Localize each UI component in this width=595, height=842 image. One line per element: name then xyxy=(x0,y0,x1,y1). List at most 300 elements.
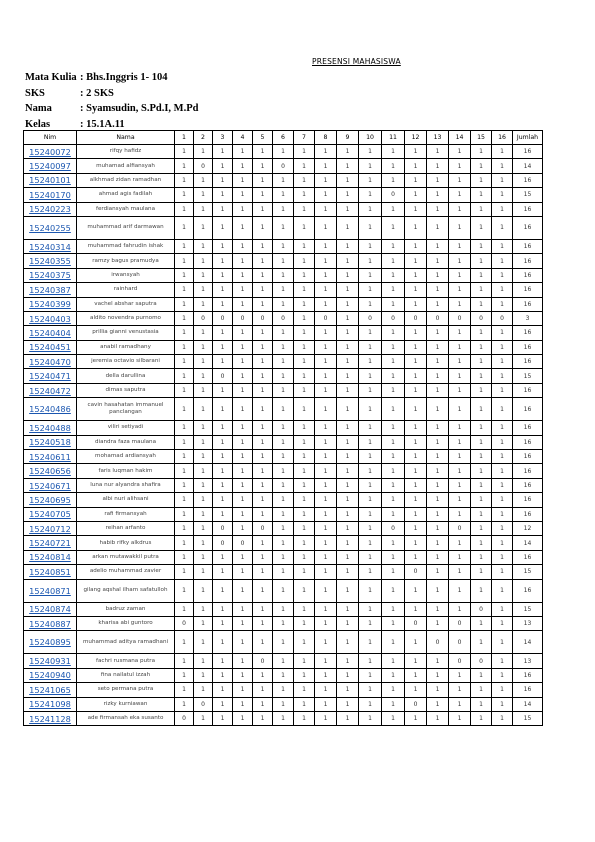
attendance-cell: 1 xyxy=(492,668,513,682)
nim-link[interactable]: 15240874 xyxy=(24,602,77,616)
table-body xyxy=(24,145,543,726)
attendance-cell: 1 xyxy=(253,340,273,354)
attendance-cell: 1 xyxy=(382,536,405,550)
attendance-cell: 1 xyxy=(359,579,382,602)
attendance-cell: 0 xyxy=(213,536,233,550)
attendance-cell: 1 xyxy=(194,631,213,654)
attendance-cell: 1 xyxy=(273,521,294,535)
attendance-cell: 1 xyxy=(253,268,273,282)
document-title: PRESENSI MAHASISWA xyxy=(312,57,401,66)
attendance-cell: 1 xyxy=(382,602,405,616)
attendance-cell: 1 xyxy=(449,159,471,173)
attendance-cell: 1 xyxy=(233,631,253,654)
nim-link[interactable]: 15240871 xyxy=(24,579,77,602)
table-row xyxy=(24,145,543,159)
attendance-cell: 1 xyxy=(175,268,194,282)
attendance-cell: 1 xyxy=(337,579,359,602)
attendance-cell: 1 xyxy=(471,616,492,630)
attendance-cell: 1 xyxy=(471,579,492,602)
total-cell: 13 xyxy=(513,654,543,668)
attendance-cell: 1 xyxy=(405,283,427,297)
attendance-cell: 1 xyxy=(194,579,213,602)
attendance-cell: 1 xyxy=(213,268,233,282)
total-cell: 16 xyxy=(513,216,543,239)
attendance-cell: 1 xyxy=(449,478,471,492)
attendance-cell: 1 xyxy=(359,602,382,616)
attendance-cell: 1 xyxy=(273,239,294,253)
attendance-cell: 0 xyxy=(471,602,492,616)
attendance-cell: 1 xyxy=(427,383,449,397)
nim-link[interactable]: 15240940 xyxy=(24,668,77,682)
attendance-cell: 1 xyxy=(273,565,294,579)
attendance-cell: 1 xyxy=(194,711,213,725)
student-name: ade firmansah eka susanto xyxy=(77,711,175,725)
attendance-cell: 1 xyxy=(194,254,213,268)
nim-link[interactable]: 15240671 xyxy=(24,478,77,492)
attendance-cell: 1 xyxy=(315,683,337,697)
attendance-cell: 1 xyxy=(359,565,382,579)
nim-link[interactable]: 15240170 xyxy=(24,188,77,202)
total-cell: 16 xyxy=(513,239,543,253)
attendance-cell: 1 xyxy=(175,326,194,340)
table-row xyxy=(24,654,543,668)
attendance-cell: 0 xyxy=(449,521,471,535)
table-row xyxy=(24,159,543,173)
table-row xyxy=(24,326,543,340)
header-meeting: 14 xyxy=(449,131,471,145)
attendance-cell: 1 xyxy=(233,668,253,682)
attendance-cell: 1 xyxy=(253,326,273,340)
student-name: prillia gianni venustasia xyxy=(77,326,175,340)
attendance-cell: 1 xyxy=(337,493,359,507)
total-cell: 15 xyxy=(513,565,543,579)
attendance-cell: 1 xyxy=(427,668,449,682)
attendance-cell: 1 xyxy=(382,565,405,579)
total-cell: 16 xyxy=(513,202,543,216)
attendance-cell: 1 xyxy=(337,326,359,340)
attendance-cell: 1 xyxy=(382,369,405,383)
attendance-cell: 1 xyxy=(405,536,427,550)
header-meeting: 13 xyxy=(427,131,449,145)
student-name: dimas saputra xyxy=(77,383,175,397)
attendance-cell: 1 xyxy=(315,326,337,340)
attendance-cell: 0 xyxy=(405,616,427,630)
student-name: ahmad agis fadilah xyxy=(77,188,175,202)
attendance-cell: 1 xyxy=(315,565,337,579)
header-meeting: 11 xyxy=(382,131,405,145)
table-row xyxy=(24,616,543,630)
attendance-cell: 1 xyxy=(194,202,213,216)
attendance-cell: 1 xyxy=(492,683,513,697)
attendance-cell: 0 xyxy=(359,311,382,325)
attendance-cell: 1 xyxy=(233,616,253,630)
attendance-cell: 1 xyxy=(382,283,405,297)
attendance-cell: 1 xyxy=(359,668,382,682)
student-name: cavin hasahatan immanuel panclangan xyxy=(77,398,175,421)
attendance-cell: 1 xyxy=(213,326,233,340)
attendance-cell: 1 xyxy=(337,450,359,464)
attendance-cell: 1 xyxy=(427,421,449,435)
table-row xyxy=(24,668,543,682)
attendance-cell: 1 xyxy=(382,478,405,492)
attendance-cell: 1 xyxy=(315,216,337,239)
attendance-cell: 1 xyxy=(449,697,471,711)
attendance-cell: 1 xyxy=(294,602,315,616)
nim-link[interactable]: 15241065 xyxy=(24,683,77,697)
attendance-cell: 1 xyxy=(359,369,382,383)
attendance-cell: 1 xyxy=(294,421,315,435)
table-row xyxy=(24,565,543,579)
attendance-cell: 1 xyxy=(315,202,337,216)
attendance-cell: 1 xyxy=(427,159,449,173)
table-row xyxy=(24,239,543,253)
attendance-cell: 1 xyxy=(194,565,213,579)
attendance-cell: 1 xyxy=(294,202,315,216)
attendance-cell: 1 xyxy=(337,711,359,725)
attendance-cell: 1 xyxy=(315,697,337,711)
nim-link[interactable]: 15240851 xyxy=(24,565,77,579)
attendance-cell: 1 xyxy=(492,297,513,311)
attendance-cell: 1 xyxy=(273,478,294,492)
nim-link[interactable]: 15240721 xyxy=(24,536,77,550)
nim-link[interactable]: 15240451 xyxy=(24,340,77,354)
header-meeting: 12 xyxy=(405,131,427,145)
nim-link[interactable]: 15240695 xyxy=(24,493,77,507)
attendance-cell: 1 xyxy=(175,521,194,535)
attendance-cell: 0 xyxy=(471,311,492,325)
attendance-cell: 1 xyxy=(449,711,471,725)
student-name: vachel abshar saputra xyxy=(77,297,175,311)
attendance-cell: 1 xyxy=(471,493,492,507)
attendance-cell: 1 xyxy=(194,398,213,421)
attendance-cell: 1 xyxy=(359,478,382,492)
total-cell: 16 xyxy=(513,550,543,564)
nim-link[interactable]: 15240895 xyxy=(24,631,77,654)
attendance-cell: 1 xyxy=(253,602,273,616)
attendance-cell: 1 xyxy=(405,668,427,682)
attendance-cell: 1 xyxy=(492,565,513,579)
attendance-cell: 1 xyxy=(405,326,427,340)
total-cell: 15 xyxy=(513,711,543,725)
attendance-cell: 1 xyxy=(253,683,273,697)
attendance-cell: 1 xyxy=(315,435,337,449)
attendance-cell: 0 xyxy=(427,311,449,325)
attendance-cell: 1 xyxy=(471,697,492,711)
attendance-cell: 1 xyxy=(233,369,253,383)
attendance-cell: 1 xyxy=(382,239,405,253)
nim-link[interactable]: 15240471 xyxy=(24,369,77,383)
attendance-cell: 1 xyxy=(294,579,315,602)
table-row xyxy=(24,283,543,297)
attendance-cell: 1 xyxy=(213,550,233,564)
info-label: Kelas xyxy=(25,118,51,130)
attendance-cell: 1 xyxy=(294,668,315,682)
attendance-cell: 1 xyxy=(253,565,273,579)
attendance-cell: 1 xyxy=(427,340,449,354)
attendance-cell: 1 xyxy=(294,355,315,369)
table-row xyxy=(24,216,543,239)
attendance-cell: 1 xyxy=(471,188,492,202)
nim-link[interactable]: 15240611 xyxy=(24,450,77,464)
nim-link[interactable]: 15240403 xyxy=(24,311,77,325)
attendance-cell: 1 xyxy=(273,188,294,202)
attendance-cell: 1 xyxy=(294,697,315,711)
student-name: faris luqman hakim xyxy=(77,464,175,478)
attendance-cell: 1 xyxy=(492,493,513,507)
attendance-cell: 1 xyxy=(405,254,427,268)
attendance-cell: 1 xyxy=(233,355,253,369)
nim-link[interactable]: 15240472 xyxy=(24,383,77,397)
attendance-cell: 1 xyxy=(175,159,194,173)
attendance-cell: 1 xyxy=(315,188,337,202)
attendance-cell: 1 xyxy=(427,536,449,550)
attendance-cell: 1 xyxy=(315,355,337,369)
total-cell: 12 xyxy=(513,521,543,535)
attendance-cell: 1 xyxy=(294,283,315,297)
attendance-cell: 1 xyxy=(492,579,513,602)
attendance-cell: 1 xyxy=(359,493,382,507)
attendance-cell: 1 xyxy=(359,450,382,464)
attendance-cell: 1 xyxy=(471,631,492,654)
attendance-cell: 1 xyxy=(427,616,449,630)
attendance-cell: 1 xyxy=(315,268,337,282)
nim-link[interactable]: 15240518 xyxy=(24,435,77,449)
attendance-cell: 1 xyxy=(253,145,273,159)
attendance-cell: 1 xyxy=(359,254,382,268)
total-cell: 16 xyxy=(513,478,543,492)
total-cell: 14 xyxy=(513,631,543,654)
attendance-cell: 1 xyxy=(213,145,233,159)
attendance-cell: 1 xyxy=(359,521,382,535)
attendance-cell: 1 xyxy=(194,521,213,535)
attendance-cell: 1 xyxy=(405,297,427,311)
nim-link[interactable]: 15240314 xyxy=(24,239,77,253)
attendance-cell: 0 xyxy=(253,311,273,325)
attendance-cell: 1 xyxy=(294,616,315,630)
attendance-cell: 1 xyxy=(359,616,382,630)
total-cell: 14 xyxy=(513,536,543,550)
nim-link[interactable]: 15240656 xyxy=(24,464,77,478)
attendance-cell: 1 xyxy=(194,283,213,297)
attendance-cell: 1 xyxy=(492,355,513,369)
attendance-cell: 1 xyxy=(405,239,427,253)
attendance-cell: 1 xyxy=(337,311,359,325)
attendance-cell: 1 xyxy=(427,202,449,216)
attendance-cell: 1 xyxy=(405,173,427,187)
attendance-cell: 1 xyxy=(194,239,213,253)
attendance-cell: 1 xyxy=(213,565,233,579)
attendance-cell: 1 xyxy=(382,697,405,711)
student-name: muhammad fahrudin ishak xyxy=(77,239,175,253)
nim-link[interactable]: 15240712 xyxy=(24,521,77,535)
header-meeting: 4 xyxy=(233,131,253,145)
attendance-cell: 1 xyxy=(213,478,233,492)
student-name: gilang aqshal ilham safatulloh xyxy=(77,579,175,602)
attendance-cell: 0 xyxy=(449,311,471,325)
attendance-cell: 1 xyxy=(253,421,273,435)
attendance-cell: 1 xyxy=(233,239,253,253)
attendance-cell: 1 xyxy=(273,550,294,564)
attendance-cell: 1 xyxy=(405,631,427,654)
attendance-cell: 1 xyxy=(427,369,449,383)
nim-link[interactable]: 15240404 xyxy=(24,326,77,340)
attendance-cell: 1 xyxy=(315,421,337,435)
attendance-cell: 1 xyxy=(315,254,337,268)
nim-link[interactable]: 15240375 xyxy=(24,268,77,282)
attendance-cell: 1 xyxy=(213,202,233,216)
attendance-cell: 1 xyxy=(471,159,492,173)
nim-link[interactable]: 15240887 xyxy=(24,616,77,630)
nim-link[interactable]: 15240355 xyxy=(24,254,77,268)
total-cell: 16 xyxy=(513,435,543,449)
attendance-cell: 1 xyxy=(359,507,382,521)
header-meeting: 8 xyxy=(315,131,337,145)
attendance-cell: 1 xyxy=(492,254,513,268)
attendance-cell: 1 xyxy=(405,579,427,602)
attendance-cell: 0 xyxy=(449,654,471,668)
attendance-cell: 1 xyxy=(427,464,449,478)
table-row xyxy=(24,602,543,616)
attendance-cell: 1 xyxy=(382,435,405,449)
attendance-cell: 1 xyxy=(427,355,449,369)
attendance-cell: 1 xyxy=(492,188,513,202)
nim-link[interactable]: 15240097 xyxy=(24,159,77,173)
student-name: rafi firmansyah xyxy=(77,507,175,521)
attendance-cell: 1 xyxy=(449,239,471,253)
attendance-cell: 1 xyxy=(449,145,471,159)
nim-link[interactable]: 15240470 xyxy=(24,355,77,369)
nim-link[interactable]: 15240255 xyxy=(24,216,77,239)
attendance-cell: 1 xyxy=(213,188,233,202)
table-row xyxy=(24,173,543,187)
attendance-cell: 1 xyxy=(253,369,273,383)
attendance-cell: 1 xyxy=(233,383,253,397)
attendance-cell: 1 xyxy=(405,202,427,216)
nim-link[interactable]: 15240072 xyxy=(24,145,77,159)
attendance-cell: 1 xyxy=(253,493,273,507)
attendance-cell: 0 xyxy=(405,311,427,325)
nim-link[interactable]: 15240931 xyxy=(24,654,77,668)
attendance-cell: 1 xyxy=(471,268,492,282)
attendance-cell: 1 xyxy=(337,435,359,449)
attendance-cell: 1 xyxy=(253,202,273,216)
attendance-cell: 1 xyxy=(449,326,471,340)
attendance-cell: 1 xyxy=(382,464,405,478)
attendance-cell: 1 xyxy=(449,668,471,682)
attendance-cell: 1 xyxy=(294,536,315,550)
attendance-cell: 1 xyxy=(337,268,359,282)
attendance-cell: 1 xyxy=(337,159,359,173)
attendance-cell: 1 xyxy=(175,550,194,564)
attendance-cell: 1 xyxy=(427,697,449,711)
attendance-cell: 1 xyxy=(213,297,233,311)
nim-link[interactable]: 15240387 xyxy=(24,283,77,297)
attendance-cell: 1 xyxy=(273,579,294,602)
attendance-cell: 0 xyxy=(273,311,294,325)
attendance-cell: 0 xyxy=(382,188,405,202)
attendance-cell: 1 xyxy=(471,565,492,579)
nim-link[interactable]: 15240101 xyxy=(24,173,77,187)
attendance-cell: 1 xyxy=(471,369,492,383)
attendance-cell: 1 xyxy=(294,631,315,654)
nim-link[interactable]: 15240705 xyxy=(24,507,77,521)
attendance-cell: 1 xyxy=(405,521,427,535)
attendance-cell: 1 xyxy=(337,464,359,478)
attendance-cell: 1 xyxy=(492,398,513,421)
attendance-cell: 1 xyxy=(233,602,253,616)
header-meeting: 7 xyxy=(294,131,315,145)
nim-link[interactable]: 15240486 xyxy=(24,398,77,421)
attendance-cell: 1 xyxy=(359,711,382,725)
nim-link[interactable]: 15240399 xyxy=(24,297,77,311)
attendance-cell: 1 xyxy=(405,450,427,464)
attendance-cell: 1 xyxy=(382,268,405,282)
student-name: alkhmad zidan ramadhan xyxy=(77,173,175,187)
attendance-cell: 1 xyxy=(359,464,382,478)
nim-link[interactable]: 15240814 xyxy=(24,550,77,564)
attendance-cell: 1 xyxy=(427,550,449,564)
nim-link[interactable]: 15240488 xyxy=(24,421,77,435)
attendance-cell: 1 xyxy=(175,631,194,654)
attendance-cell: 1 xyxy=(273,616,294,630)
attendance-cell: 1 xyxy=(337,216,359,239)
nim-link[interactable]: 15240223 xyxy=(24,202,77,216)
attendance-cell: 1 xyxy=(273,507,294,521)
attendance-cell: 1 xyxy=(175,297,194,311)
attendance-cell: 1 xyxy=(273,268,294,282)
total-cell: 16 xyxy=(513,297,543,311)
attendance-cell: 1 xyxy=(273,602,294,616)
total-cell: 16 xyxy=(513,383,543,397)
attendance-cell: 1 xyxy=(175,311,194,325)
attendance-cell: 1 xyxy=(337,369,359,383)
attendance-cell: 1 xyxy=(359,145,382,159)
attendance-cell: 1 xyxy=(337,697,359,711)
attendance-cell: 1 xyxy=(213,450,233,464)
attendance-cell: 1 xyxy=(175,216,194,239)
attendance-cell: 1 xyxy=(449,216,471,239)
table-row xyxy=(24,297,543,311)
attendance-cell: 1 xyxy=(213,616,233,630)
attendance-cell: 1 xyxy=(175,173,194,187)
student-name: reihan arfanto xyxy=(77,521,175,535)
attendance-cell: 0 xyxy=(315,311,337,325)
attendance-cell: 1 xyxy=(294,550,315,564)
attendance-cell: 1 xyxy=(492,283,513,297)
nim-link[interactable]: 15241128 xyxy=(24,711,77,725)
attendance-cell: 1 xyxy=(273,683,294,697)
attendance-cell: 1 xyxy=(492,464,513,478)
attendance-cell: 1 xyxy=(194,450,213,464)
attendance-cell: 1 xyxy=(273,668,294,682)
attendance-cell: 1 xyxy=(382,507,405,521)
total-cell: 3 xyxy=(513,311,543,325)
attendance-cell: 1 xyxy=(492,421,513,435)
total-cell: 16 xyxy=(513,283,543,297)
attendance-cell: 1 xyxy=(213,668,233,682)
attendance-cell: 1 xyxy=(253,450,273,464)
header-meeting: 6 xyxy=(273,131,294,145)
attendance-cell: 1 xyxy=(253,159,273,173)
info-value: : Bhs.Inggris 1- 104 xyxy=(80,72,168,83)
attendance-cell: 1 xyxy=(175,239,194,253)
table-row xyxy=(24,340,543,354)
nim-link[interactable]: 15241098 xyxy=(24,697,77,711)
total-cell: 16 xyxy=(513,507,543,521)
attendance-cell: 1 xyxy=(471,297,492,311)
table-row xyxy=(24,507,543,521)
attendance-cell: 1 xyxy=(315,239,337,253)
